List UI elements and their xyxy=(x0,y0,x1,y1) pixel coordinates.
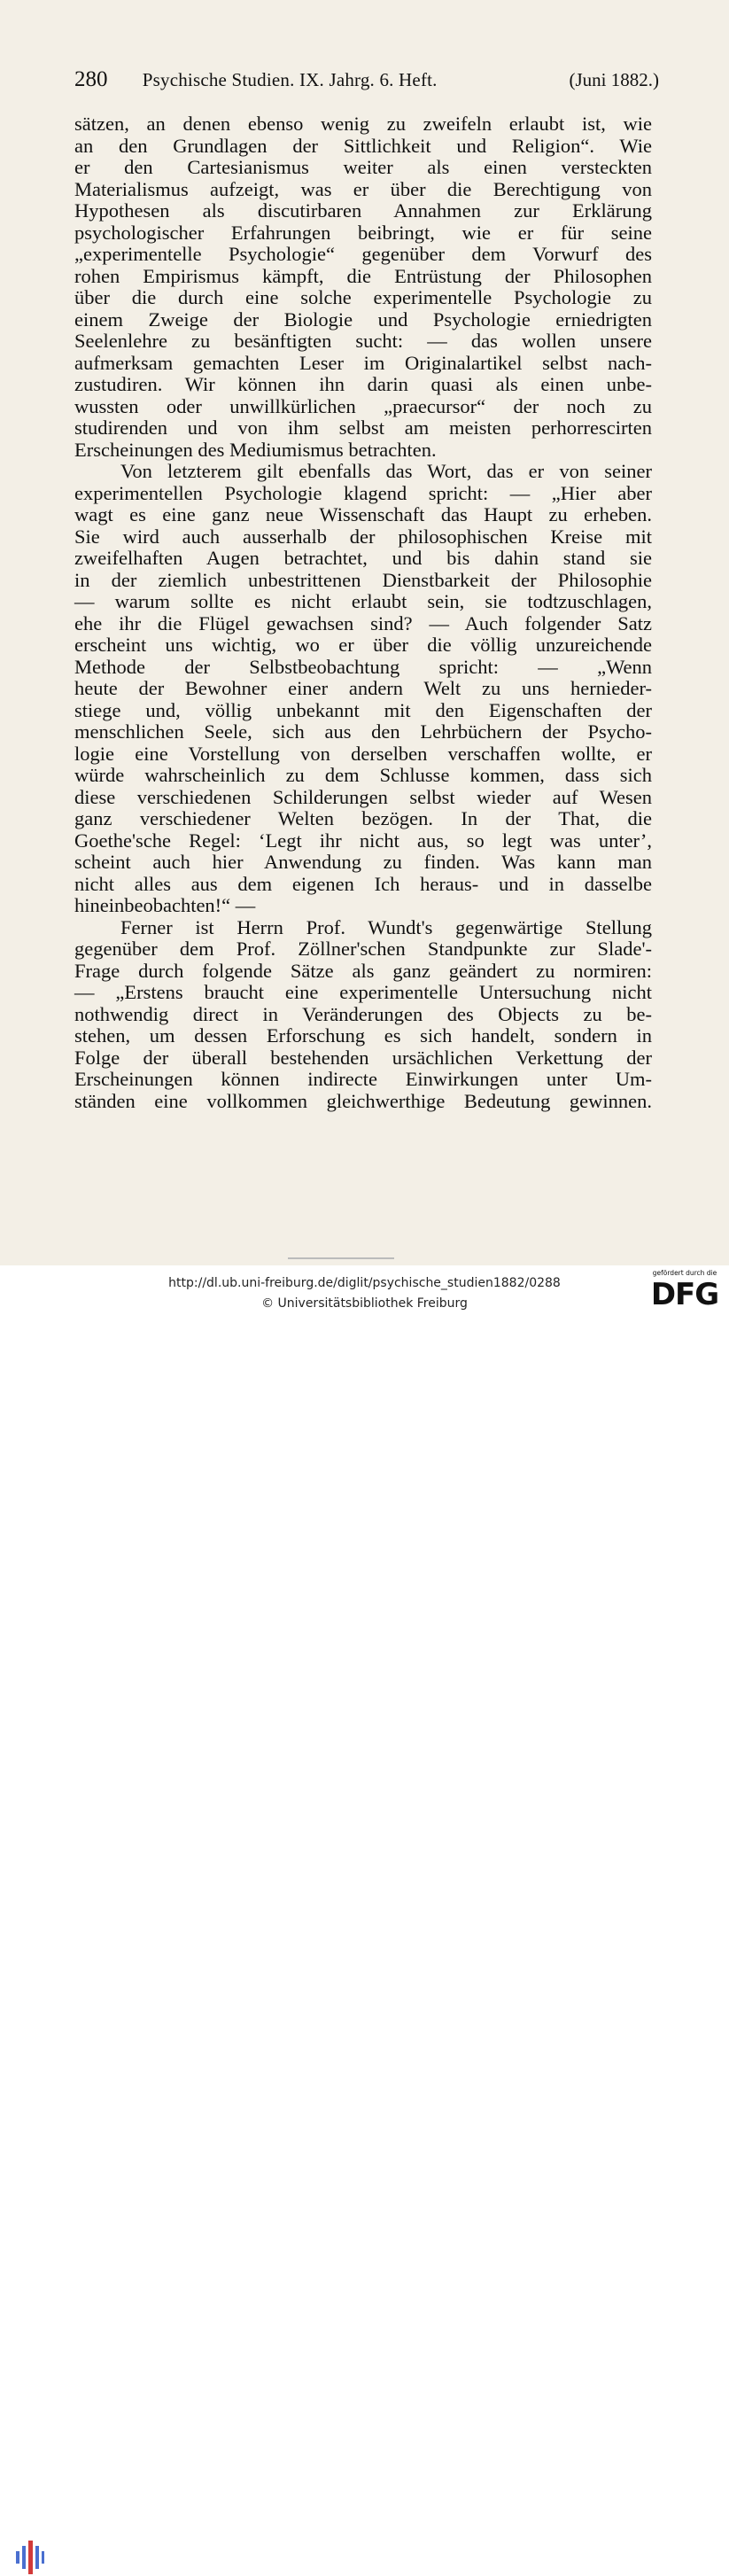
text-line: Von letzterem gilt ebenfalls das Wort, das er von seiner xyxy=(120,460,652,482)
text-line: diese verschiedenen Schilderungen selbst wieder auf Wesen xyxy=(74,785,652,808)
text-line: rohen Empirismus kämpft, die Entrüstung der Philosophen xyxy=(74,264,652,287)
dfg-tagline: gefördert durch die xyxy=(652,1269,717,1277)
text-line: zustudiren. Wir können ihn darin quasi als einen unbe- xyxy=(74,373,652,395)
body-text xyxy=(74,113,652,1112)
dfg-logo-icon: DFG xyxy=(650,1277,719,1312)
text-line: zweifelhaften Augen betrachtet, und bis dahin stand sie xyxy=(74,547,652,569)
running-header xyxy=(74,64,659,96)
text-line: wussten oder unwillkürlichen „praecursor“ der noch zu xyxy=(74,394,652,417)
text-line: menschlichen Seele, sich aus den Lehrbüchern der Psycho- xyxy=(74,720,652,743)
text-line: aufmerksam gemachten Leser im Originalartikel selbst nach- xyxy=(74,351,652,374)
text-line: Frage durch folgende Sätze als ganz geändert zu normiren: xyxy=(74,959,652,982)
text-line: scheint auch hier Anwendung zu finden. Was kann man xyxy=(74,851,652,873)
text-line: ganz verschiedener Welten bezögen. In der That, die xyxy=(74,807,652,829)
text-line: einem Zweige der Biologie und Psychologie erniedrigten xyxy=(74,307,652,331)
text-line: Goethe'sche Regel: ‘Legt ihr nicht aus, so legt was unter’, xyxy=(74,829,652,852)
text-line: er den Cartesianismus weiter als einen versteckten xyxy=(74,156,652,178)
text-line: logie eine Vorstellung von derselben verschaffen wollte, er xyxy=(74,742,652,765)
text-line: Methode der Selbstbeobachtung spricht: — „Wenn xyxy=(74,655,652,678)
text-line: Sie wird auch ausserhalb der philosophischen Kreise mit xyxy=(74,525,652,548)
text-line: stehen, um dessen Erforschung es sich handelt, sondern in xyxy=(74,1024,652,1047)
text-line: wagt es eine ganz neue Wissenschaft das Haupt zu erheben. xyxy=(74,503,652,525)
text-line: Seelenlehre zu besänftigten sucht: — das wollen unsere xyxy=(74,330,652,352)
ub-freiburg-logo-icon xyxy=(12,2539,44,2576)
text-line: Erscheinungen des Mediumismus betrachten. xyxy=(74,438,437,461)
issue-date: (Juni 1882.) xyxy=(569,69,659,90)
text-line: heute der Bewohner einer andern Welt zu uns hernieder- xyxy=(74,677,652,699)
text-line: hineinbeobachten!“ — xyxy=(74,894,256,916)
text-line: Ferner ist Herrn Prof. Wundt's gegenwärtige Stellung xyxy=(120,915,652,938)
text-line: in der ziemlich unbestrittenen Dienstbarkeit der Philosophie xyxy=(74,568,652,591)
text-line: psychologischer Erfahrungen beibringt, wie er für seine xyxy=(74,221,652,244)
text-line: „experimentelle Psychologie“ gegenüber dem Vorwurf des xyxy=(74,243,652,265)
running-title: Psychische Studien. IX. Jahrg. 6. Heft. xyxy=(142,69,438,90)
viewer-footer xyxy=(0,1265,729,1318)
scanned-page xyxy=(0,0,729,1265)
text-line: — „Erstens braucht eine experimentelle Untersuchung nicht xyxy=(74,981,652,1003)
text-line: ehe ihr die Flügel gewachsen sind? — Auch folgender Satz xyxy=(74,611,652,634)
text-line: Hypothesen als discutirbaren Annahmen zur Erklärung xyxy=(74,199,652,222)
page-number: 280 xyxy=(74,67,108,91)
text-line: studirenden und von ihm selbst am meisten perhorrescirten xyxy=(74,416,652,439)
text-line: nothwendig direct in Veränderungen des Objects zu be- xyxy=(74,1002,652,1025)
text-line: erscheint uns wichtig, wo er über die völlig unzureichende xyxy=(74,634,652,656)
text-line: Erscheinungen können indirecte Einwirkungen unter Um- xyxy=(74,1068,652,1090)
text-line: nicht alles aus dem eigenen Ich heraus- und in dasselbe xyxy=(74,872,652,895)
text-line: an den Grundlagen der Sittlichkeit und Religion“. Wie xyxy=(74,134,652,157)
text-line: über die durch eine solche experimentelle Psychologie zu xyxy=(74,286,652,308)
text-line: ständen eine vollkommen gleichwerthige Bedeutung gewinnen. xyxy=(74,1089,652,1112)
scan-edge-mark xyxy=(288,1257,394,1259)
text-line: Materialismus aufzeigt, was er über die Berechtigung von xyxy=(74,177,652,200)
text-line: Folge der überall bestehenden ursächlichen Verkettung der xyxy=(74,1046,652,1069)
text-line: — warum sollte es nicht erlaubt sein, sie todtzuschlagen, xyxy=(74,590,652,612)
text-line: gegenüber dem Prof. Zöllner'schen Standpunkte zur Slade'- xyxy=(74,938,652,960)
text-line: würde wahrscheinlich zu dem Schlusse kommen, dass sich xyxy=(74,764,652,786)
permalink-url[interactable]: http://dl.ub.uni-freiburg.de/diglit/psychische_studien1882/0288 xyxy=(168,1276,561,1290)
text-line: experimentellen Psychologie klagend spricht: — „Hier aber xyxy=(74,481,652,504)
copyright-notice: © Universitätsbibliothek Freiburg xyxy=(261,1296,468,1311)
text-line: sätzen, an denen ebenso wenig zu zweifeln erlaubt ist, wie xyxy=(74,113,652,135)
text-line: stiege und, völlig unbekannt mit den Eigenschaften der xyxy=(74,698,652,721)
